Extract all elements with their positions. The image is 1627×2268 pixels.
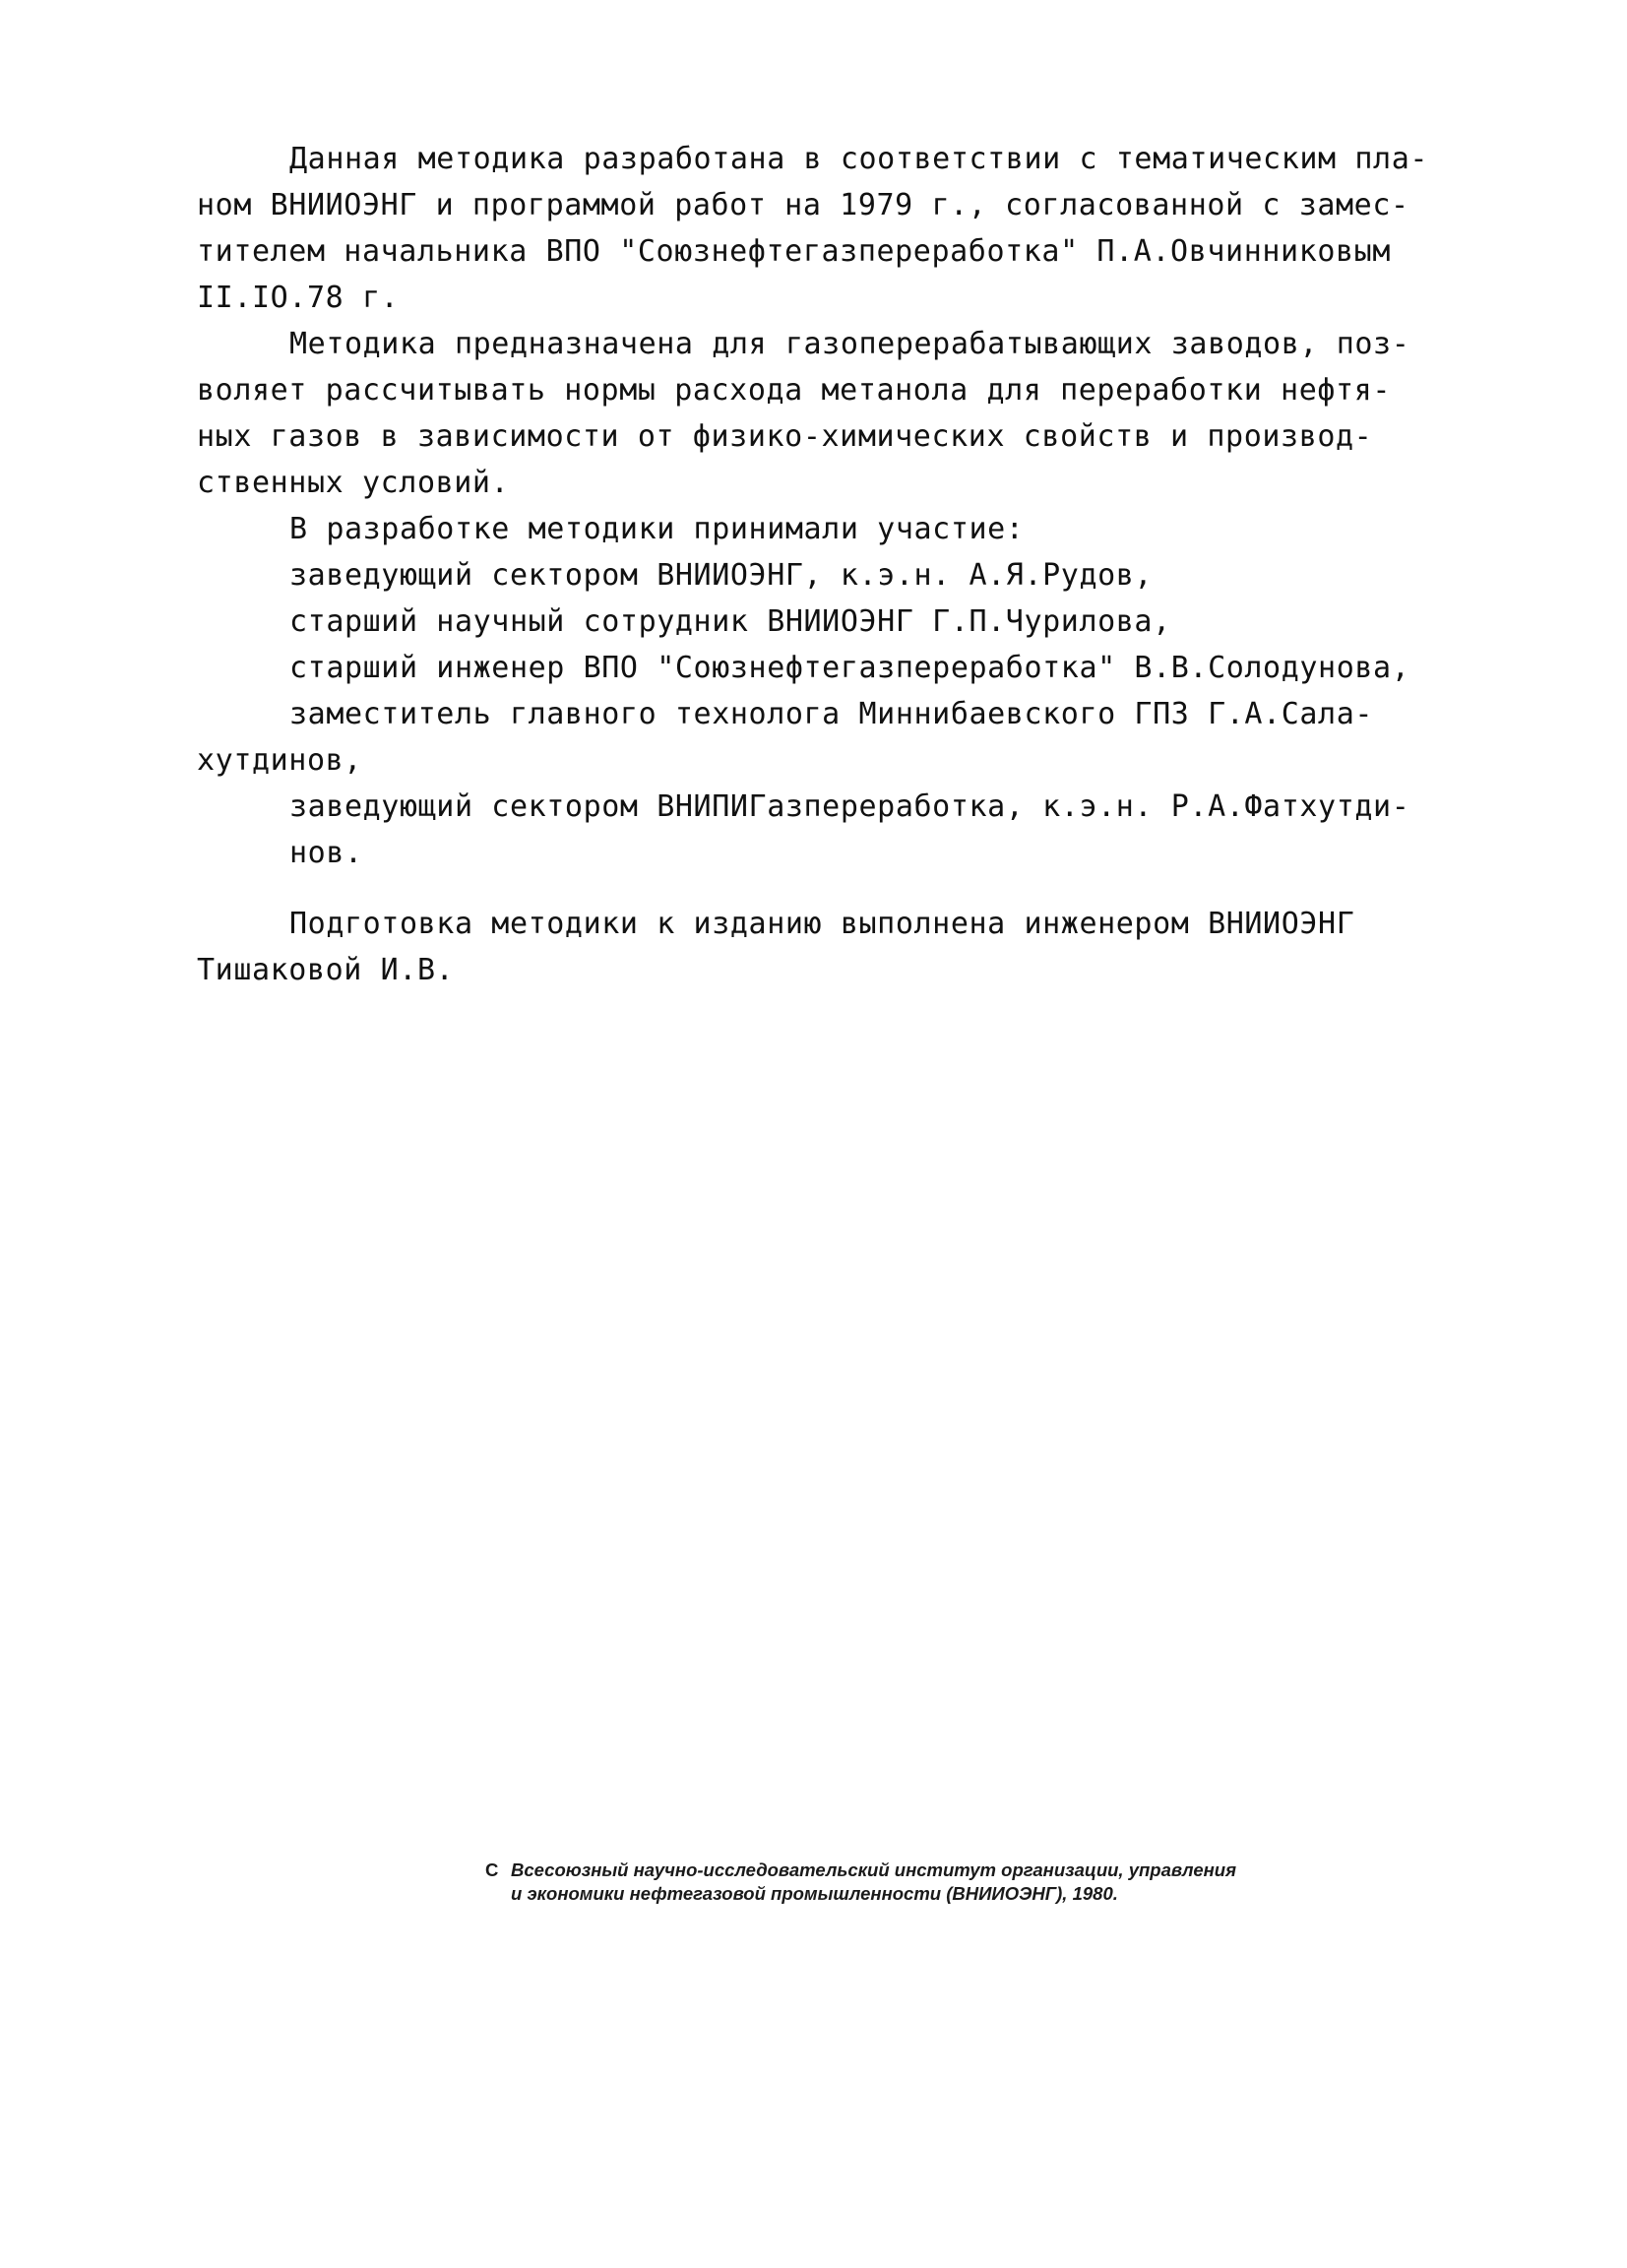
text-line: Методика предназначена для газоперерабатывающих заводов, поз- — [289, 327, 1410, 361]
text-line: ном ВНИИОЭНГ и программой работ на 1979 г., согласованной с замес- — [197, 188, 1409, 222]
paragraph-contributors — [197, 506, 1417, 876]
contributor-line: нов. — [289, 836, 363, 870]
body-text — [197, 136, 1429, 993]
contributor-line: заведующий сектором ВНИИОЭНГ, к.э.н. А.Я.Рудов, — [289, 558, 1154, 593]
copyright-line — [485, 1858, 1371, 1882]
text-line: ственных условий. — [197, 466, 510, 500]
text-line: В разработке методики принимали участие: — [289, 512, 1025, 546]
copyright-symbol: С — [485, 1859, 499, 1880]
contributor-line: заведующий сектором ВНИПИГазпереработка, к.э.н. Р.А.Фатхутди- — [289, 789, 1410, 824]
text-line: ных газов в зависимости от физико-химических свойств и производ- — [197, 419, 1373, 454]
contributor-line: старший научный сотрудник ВНИИОЭНГ Г.П.Чурилова, — [289, 604, 1171, 639]
copyright-notice — [485, 1858, 1371, 1906]
text-line: Подготовка методики к изданию выполнена инженером ВНИИОЭНГ — [289, 907, 1355, 941]
copyright-text-2: и экономики нефтегазовой промышленности (ВНИИОЭНГ), 1980. — [511, 1883, 1118, 1904]
text-line: воляет рассчитывать нормы расхода метанола для переработки нефтя- — [197, 373, 1391, 408]
text-line: II.IO.78 г. — [197, 281, 400, 315]
contributor-line: заместитель главного технолога Миннибаевского ГПЗ Г.А.Сала- — [289, 697, 1374, 731]
text-line: тителем начальника ВПО "Союзнефтегазпереработка" П.А.Овчинниковым — [197, 234, 1391, 269]
copyright-text-1: Всесоюзный научно-исследовательский институт организации, управления — [511, 1859, 1236, 1880]
contributor-line: старший инженер ВПО "Союзнефтегазпереработка" В.В.Солодунова, — [289, 651, 1410, 685]
text-line: Данная методика разработана в соответствии с тематическим пла- — [289, 142, 1429, 176]
text-line: Тишаковой И.В. — [197, 953, 455, 987]
paragraph-development-basis — [197, 136, 1429, 321]
paragraph-purpose — [197, 321, 1417, 506]
contributor-line: хутдинов, — [197, 743, 362, 778]
paragraph-preparation — [197, 901, 1417, 993]
